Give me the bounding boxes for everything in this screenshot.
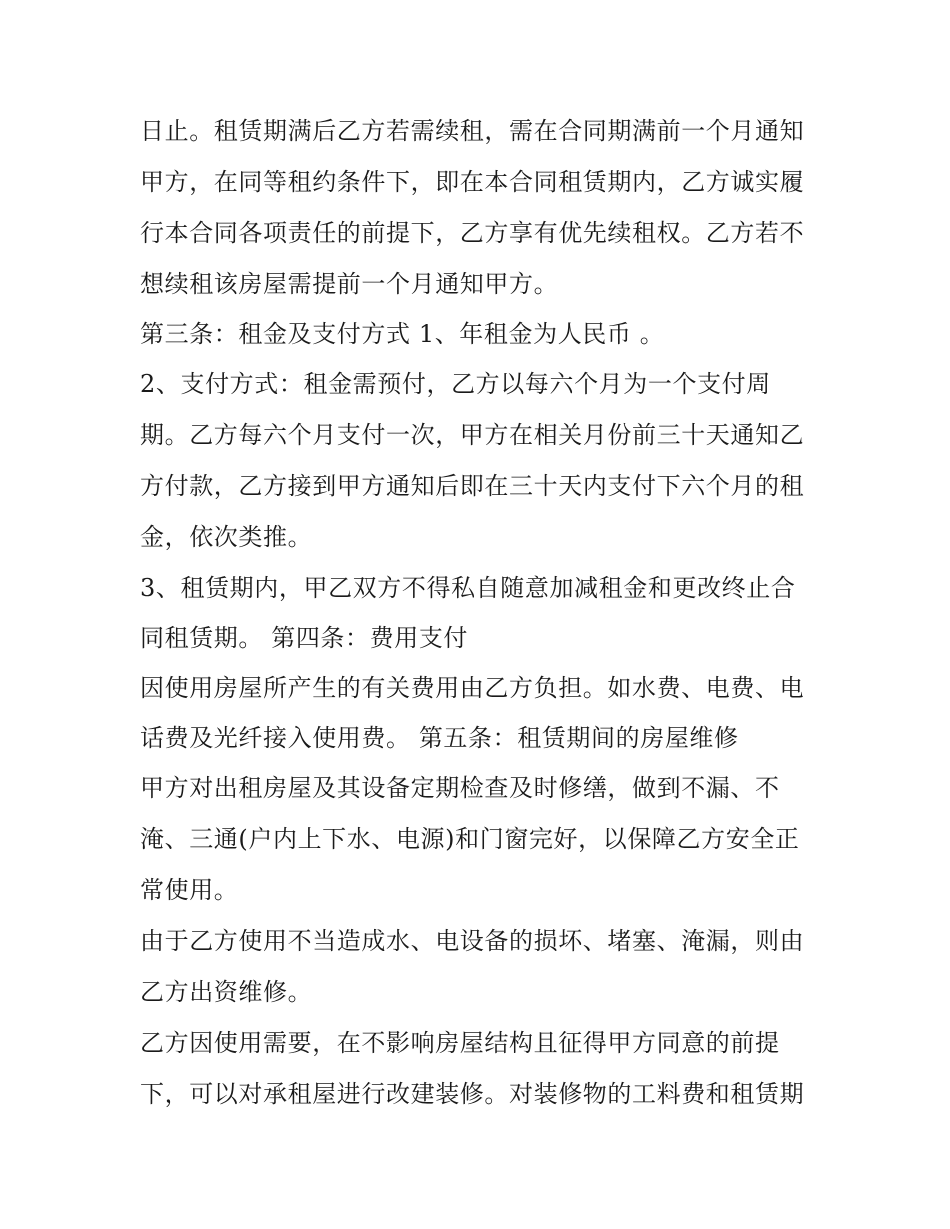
- text-line: 2、支付方式：租金需预付，乙方以每六个月为一个支付周: [140, 370, 771, 398]
- text-line: 方付款，乙方接到甲方通知后即在三十天内支付下六个月的租: [140, 472, 805, 500]
- text-line: 3、租赁期内，甲乙双方不得私自随意加减租金和更改终止合: [140, 574, 796, 602]
- text-line: 常使用。: [140, 876, 239, 904]
- text-line: 乙方出资维修。: [140, 978, 313, 1006]
- text-line: 想续租该房屋需提前一个月通知甲方。: [140, 270, 559, 298]
- text-line: 金，依次类推。: [140, 523, 313, 551]
- text-line: 甲方，在同等租约条件下，即在本合同租赁期内，乙方诚实履: [140, 168, 805, 196]
- text-line: 行本合同各项责任的前提下，乙方享有优先续租权。乙方若不: [140, 219, 805, 247]
- document-body: [140, 106, 820, 1120]
- text-line: 话费及光纤接入使用费。 第五条：租赁期间的房屋维修: [140, 724, 739, 752]
- text-line: 同租赁期。 第四条：费用支付: [140, 624, 469, 652]
- text-line: 下，可以对承租屋进行改建装修。对装修物的工料费和租赁期: [140, 1080, 805, 1108]
- text-line: 由于乙方使用不当造成水、电设备的损坏、堵塞、淹漏，则由: [140, 927, 805, 955]
- text-line: 因使用房屋所产生的有关费用由乙方负担。如水费、电费、电: [140, 674, 805, 702]
- text-line: 期。乙方每六个月支付一次，甲方在相关月份前三十天通知乙: [140, 421, 805, 449]
- text-line: 第三条：租金及支付方式 1、年租金为人民币 。: [140, 320, 665, 348]
- text-line: 日止。租赁期满后乙方若需续租，需在合同期满前一个月通知: [140, 117, 805, 145]
- text-line: 乙方因使用需要，在不影响房屋结构且征得甲方同意的前提: [140, 1029, 780, 1057]
- text-line: 甲方对出租房屋及其设备定期检查及时修缮，做到不漏、不: [140, 774, 780, 802]
- text-line: 淹、三通(户内上下水、电源)和门窗完好，以保障乙方安全正: [140, 825, 800, 853]
